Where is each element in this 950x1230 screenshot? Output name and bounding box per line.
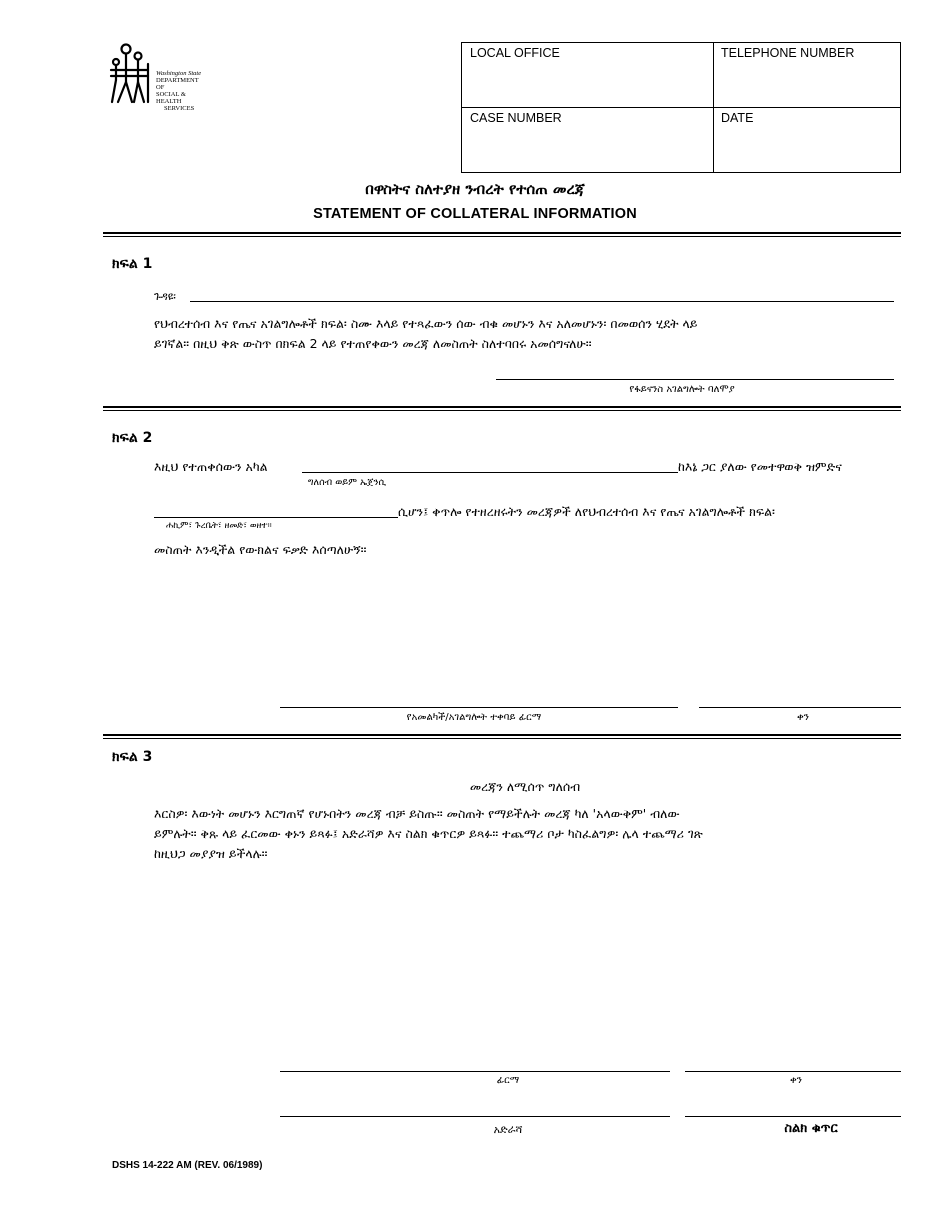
informant-address-caption: አድራሻ [493,1123,523,1136]
section-1-paragraph-line-1: የህብረተሰብ እና የጤና አገልግሎቶች ክፍል፡ ስሙ እላይ የተጻፈውን ሰው ብቁ መሆኑን እና አለመሆኑን፡ በመወሰን ሂደት ላይ [154,316,698,331]
office-info-box [461,42,901,173]
section-1-heading: ክፍል 1 [112,256,153,272]
section-2-line-2-suffix: ሲሆን፤ ቀጥሎ የተዘረዘሩትን መረጃዎች ለየህብረተሰብ እና የጤና አገልግሎቶች ክፍል፡ [398,504,775,519]
section-2-line-1-suffix: ከእኔ ጋር ያለው የመተዋወቅ ዝምድና [678,459,842,474]
informant-phone-line[interactable] [685,1116,901,1117]
section-divider [103,232,901,237]
case-number-label: CASE NUMBER [470,111,562,125]
section-3-heading: ክፍል 3 [112,749,153,765]
section-3-paragraph-line-2: ይምሉት። ቅጹ ላይ ፈርመው ቀኑን ይጻፉ፤ አድራሻዎ እና ስልክ ቁጥርዎ ይጻፉ። ተጨማሪ ቦታ ካስፈልግዎ፡ ሌላ ተጨማሪ ገጽ [154,826,703,841]
financial-specialist-caption: የፋይናንስ አገልግሎት ባለሞያ [629,384,735,395]
logo-line-3: SOCIAL & HEALTH [156,91,186,105]
section-divider [103,734,901,739]
section-1-paragraph [154,314,899,354]
dshs-figures-icon [108,42,158,104]
local-office-label: LOCAL OFFICE [470,46,560,60]
section-2-line-1-prefix: እዚህ የተጠቀሰውን አካል [154,459,268,474]
subject-input-line[interactable] [190,301,894,302]
section-3-subheading: መረጃን ለሚሰጥ ግለሰብ [469,779,581,794]
applicant-signature-line[interactable] [280,707,678,708]
date-field[interactable] [713,108,900,172]
relationship-input-line[interactable] [154,517,398,518]
logo-line-1: Washington State [156,70,202,77]
person-or-agency-caption: ግለሰብ ወይም ኤጀንሲ [308,477,387,488]
informant-date-line[interactable] [685,1071,901,1072]
informant-signature-line[interactable] [280,1071,670,1072]
informant-signature-caption: ፊርማ [496,1075,520,1086]
section-2-line-3: መስጠት እንዲችል የውክልና ፍቃድ እሰጣለሁኝ። [154,542,367,557]
case-number-field[interactable] [462,108,713,172]
logo-line-2: DEPARTMENT OF [156,77,199,91]
form-number: DSHS 14-222 AM (REV. 06/1989) [112,1160,263,1171]
logo-line-4: SERVICES [164,105,195,112]
financial-specialist-signature-line[interactable] [496,379,894,380]
form-title-english: STATEMENT OF COLLATERAL INFORMATION [313,206,637,222]
section-2-heading: ክፍል 2 [112,430,153,446]
informant-date-caption: ቀን [790,1075,802,1086]
section-divider [103,406,901,411]
section-1-paragraph-line-2: ይገኛል። በዚህ ቅጽ ውስጥ በክፍል 2 ላይ የተጠየቀውን መረጃ ለመስጠት ስለተባበሩ አመሰግናለሁ። [154,336,592,351]
applicant-signature-caption: የአመልካች/አገልግሎት ተቀባይ ፊርማ [406,712,542,723]
dshs-logo [108,42,208,112]
subject-label: ጉዳዩ፡ [154,290,176,303]
section-3-paragraph-line-3: ከዚህጋ መያያዝ ይችላሉ። [154,846,268,861]
telephone-number-field[interactable] [713,43,900,107]
section-2-date-line[interactable] [699,707,901,708]
logo-text [156,70,208,112]
relationship-caption: ሐኪም፣ ጉረቤት፣ ዘመድ፣ ወዘተ። [166,521,272,531]
informant-address-line[interactable] [280,1116,670,1117]
local-office-field[interactable] [462,43,713,107]
section-2-date-caption: ቀን [797,712,809,723]
section-3-paragraph [154,804,899,864]
date-label: DATE [721,111,754,125]
form-title-amharic: በዋስትና ስለተያዘ ንብረት የተሰጠ መረጃ [365,180,585,198]
telephone-number-label: TELEPHONE NUMBER [721,46,855,60]
section-3-paragraph-line-1: እርስዎ፡ እውነት መሆኑን እርግጠኛ የሆኑበትን መረጃ ብቻ ይስጡ። መስጠት የማይችሉት መረጃ ካለ 'አላውቅም' ብለው [154,806,680,821]
informant-phone-caption: ስልክ ቁጥር [784,1121,838,1136]
person-or-agency-input-line[interactable] [302,472,678,473]
